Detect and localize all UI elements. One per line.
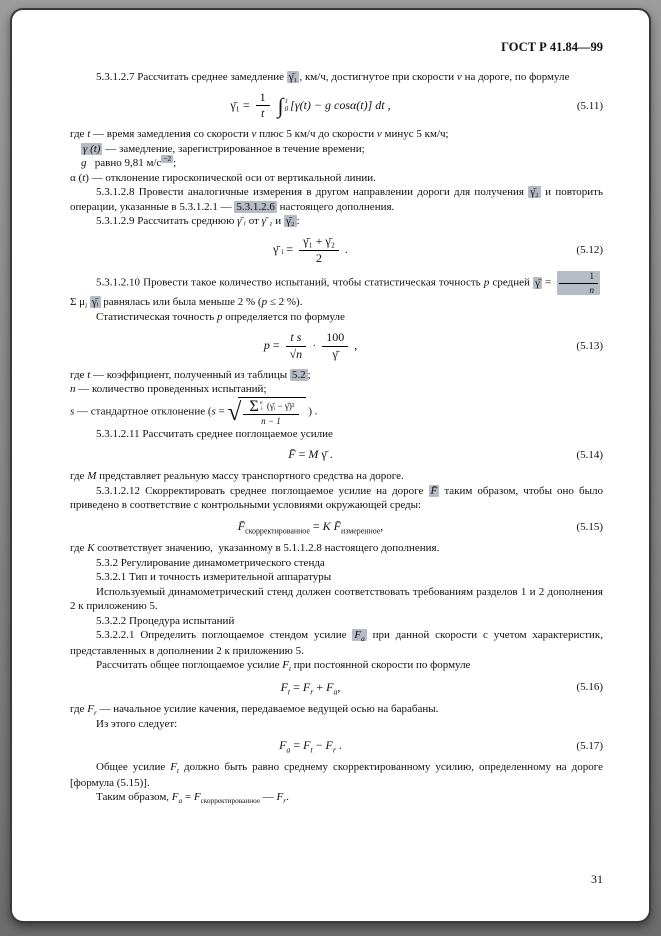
text-run: t [288, 665, 291, 674]
formula-number: (5.17) [576, 739, 603, 752]
formula-number: (5.15) [576, 520, 603, 533]
text-run: t [310, 745, 313, 755]
text-run: γ̄ ₁ [261, 215, 273, 228]
fraction [322, 331, 348, 362]
radical-glyph: √ [227, 397, 242, 426]
paragraph: 5.3.1.2.11 Рассчитать среднее поглощаемое усилие [96, 427, 333, 440]
formula-row [70, 235, 603, 266]
formula-number: (5.14) [576, 448, 603, 461]
text-run: измеренное [341, 526, 381, 536]
formula-number: (5.12) [576, 243, 603, 256]
formula-body: $F_t = F_r + F_a$, [280, 679, 341, 696]
document-body [70, 70, 603, 806]
paragraph: 5.3.1.2.10 Провести такое количество испытаний, чтобы статистическая точность p средней γ̄ = $\frac{1}{n}$ Σ $\mu_i$ γ̄ᵢ равнялась или была меньше 2 % (p ≤ 2 %). [70, 271, 603, 310]
operator-limits: t 0 [284, 96, 289, 113]
text-run: γ̄ [535, 276, 540, 289]
paragraph: Из этого следует: [96, 718, 178, 731]
text-run: M [87, 470, 97, 483]
text-run: t [260, 106, 265, 121]
text-run: F [170, 761, 177, 774]
text-run: γ̄ᵢ [91, 296, 99, 309]
square-root [228, 397, 306, 427]
paragraph: 5.3.1.2.7 Рассчитать среднее замедление γ̄₁ , км/ч, достигнутое при скорости v на дороге, по формуле [96, 71, 570, 83]
fraction-numerator: 1 [559, 271, 598, 283]
radicand [238, 397, 305, 427]
paragraph: Используемый динамометрический стенд должен соответствовать требованиям разделов 1 и 2 дополнения 2 к приложению 5. [70, 585, 603, 613]
text-run: F [193, 791, 201, 804]
text-run: M [308, 447, 319, 462]
paragraph: где t — время замедления со скорости v плюс 5 км/ч до скорости v минус 5 км/ч; [70, 128, 449, 141]
text-run: t [287, 686, 291, 696]
fraction [286, 331, 307, 362]
text-run: p [263, 338, 270, 353]
formula-body: γ̄ ᵢ = $\frac{\text{γ̄₁ + γ̄₂}}{2}$ . [273, 233, 348, 265]
text-run: F [326, 679, 334, 694]
fraction-denominator: 2 [316, 250, 323, 265]
formula-number: (5.11) [576, 99, 603, 112]
text-run: t [82, 171, 86, 184]
text-run: γ̄ ᵢ [237, 215, 246, 228]
formula-row [70, 447, 603, 463]
text-run: t [87, 128, 91, 141]
fraction [557, 271, 600, 295]
formula-body: γ̄₁ = $\frac{1}{t}$ ∫ t 0 [γ(t) − g cosα(t)] dt , [230, 89, 391, 121]
text-run: a [178, 797, 183, 806]
text-run: γ̄₁ [230, 97, 240, 112]
operator-glyph: ∫ [277, 93, 284, 118]
text-run: γ̄ ᵢ [273, 241, 284, 256]
fraction-denominator [256, 106, 270, 121]
text-run: 5.2 [291, 368, 306, 381]
text-run: ) . [305, 405, 318, 418]
fraction-denominator [559, 284, 598, 295]
text-run: F [279, 737, 287, 752]
text-run: n [589, 284, 594, 295]
paragraph: γ (t) — замедление, зарегистрированное в течение времени; [83, 142, 365, 155]
paragraph: где $F_r$ — начальное усилие качения, передаваемое ведущей осью на барабаны. [70, 702, 439, 717]
text-run: s [70, 405, 75, 418]
text-run: F̄ [237, 518, 246, 533]
text-run: F [354, 629, 362, 642]
text-run: F̄ [288, 447, 296, 462]
formula-row [70, 519, 603, 535]
document-header: ГОСТ Р 41.84—99 [501, 40, 603, 54]
paragraph: Общее усилие $F_t$ должно быть равно среднему скорректированному усилию, определенному на дороге [формула (5.15)]. [70, 761, 603, 789]
paragraph: Рассчитать общее поглощаемое усилие $F_t$ при постоянной скорости по формуле [96, 659, 471, 674]
paragraph: 5.3.2.2 Процедура испытаний [96, 614, 235, 627]
text-run: γ̄₂ [530, 186, 539, 199]
text-run: r [310, 686, 314, 696]
text-run: r [332, 745, 336, 755]
text-run: g [81, 157, 87, 170]
text-run: r [93, 709, 97, 717]
text-run: F [280, 679, 288, 694]
fraction-denominator: γ̄ [332, 346, 338, 361]
text-run: n − 1 [261, 416, 281, 427]
operator-glyph: Σ [249, 396, 259, 415]
paragraph: где K соответствует значению, указанному в 5.1.1.2.8 настоящего дополнения. [70, 541, 440, 554]
text-run: скорректированное [200, 797, 261, 806]
formula-body: $F_a = F_t - F_r$ . [279, 737, 342, 755]
text-run: p [261, 296, 268, 309]
text-run: p [216, 311, 223, 324]
text-run: F [171, 791, 179, 804]
paragraph: n — количество проведенных испытаний; [70, 383, 267, 396]
text-run: v [251, 128, 257, 141]
text-run: F̄ [430, 484, 438, 497]
text-run: K [87, 541, 95, 554]
text-run: a [333, 686, 338, 696]
formula-body: F̄ = M γ̄ . [288, 447, 333, 462]
paragraph: g равно 9,81 м/с $^{-2}$ ; [81, 155, 177, 170]
text-run: t [176, 767, 179, 776]
text-run: i [85, 302, 88, 311]
fraction-denominator [243, 415, 298, 426]
operator-limits: n i [259, 399, 263, 412]
fraction-numerator: 1 [256, 91, 270, 107]
formula-body: $F̄_{скорректированное} = K$ $F̄_{измеренное}$, [237, 518, 384, 536]
paragraph: 5.3.2 Регулирование динамометрического стенда [96, 556, 325, 569]
fraction-numerator [243, 396, 298, 416]
formula-row [70, 331, 603, 362]
integral-sign [277, 93, 289, 118]
paragraph: где M представляет реальную массу транспортного средства на дороге. [70, 470, 404, 483]
text-run: n [70, 383, 76, 396]
text-run: v [376, 128, 382, 141]
text-run: F [276, 791, 284, 804]
text-run: s [211, 405, 216, 418]
text-run: F [282, 659, 289, 672]
text-run: a [286, 745, 291, 755]
paragraph: 5.3.2.1 Тип и точность измерительной аппаратуры [96, 571, 332, 584]
text-run: t s [290, 330, 302, 344]
paragraph: α (t) — отклонение гироскопической оси от вертикальной линии. [70, 171, 376, 184]
text-run: t [87, 368, 91, 381]
formula-row [70, 680, 603, 696]
paragraph: s — стандартное отклонение (s = √ Σ n i (γ̄ᵢ − γ̄)² n − 1 ) . [70, 396, 318, 427]
paragraph: Статистическая точность p определяется по формуле [96, 311, 345, 324]
text-run: скорректированное [245, 526, 310, 536]
formula-row [70, 91, 603, 122]
text-run: √n [289, 346, 303, 361]
fraction [243, 396, 298, 427]
text-run: F [302, 679, 311, 694]
text-run: K [322, 518, 331, 533]
paragraph: 5.3.1.2.9 Рассчитать среднюю γ̄ ᵢ от γ̄ ₁ и γ̄₂ : [96, 215, 300, 228]
sum-sign [249, 396, 263, 415]
page-number: 31 [591, 872, 603, 886]
paragraph: Таким образом, $F_a = F_{скорректированное}$ — $F_r$. [96, 791, 289, 806]
text-run: γ̄₂ [285, 215, 295, 228]
formula-body: p = $\frac{\text{t s}}{√n}$ · $\frac{100}{\gammā}$ , [263, 330, 358, 361]
text-run: γ (t) [83, 142, 101, 155]
paragraph: где t — коэффициент, полученный из таблицы 5.2 ; [70, 368, 311, 381]
fraction [256, 91, 270, 122]
text-run: a [361, 635, 365, 644]
text-run: (γ̄ᵢ − γ̄)² [264, 400, 295, 411]
text-run: r [283, 797, 287, 806]
text-run: p [483, 276, 490, 289]
fraction [299, 235, 339, 266]
paragraph: 5.3.1.2.12 Скорректировать среднее поглощаемое усилие на дороге F̄ таким образом, чтобы оно было приведено в соответствие с контрольными условиями окружающей среды: [70, 484, 603, 512]
text-run: −2 [163, 155, 172, 164]
fraction-denominator [286, 347, 307, 362]
document-page [10, 8, 651, 923]
paragraph: 5.3.1.2.8 Провести аналогичные измерения в другом направлении дороги для получения γ̄₂ и повторить операции, указанные в 5.3.1.2.1 — 5.3.1.2.6 настоящего дополнения. [70, 186, 603, 213]
text-run: v [456, 71, 462, 83]
formula-group [352, 629, 366, 644]
formula-number: (5.16) [576, 681, 603, 694]
fraction-numerator: γ̄₁ + γ̄₂ [299, 235, 339, 251]
text-run: 5.3.1.2.6 [236, 200, 275, 213]
text-run: F [303, 737, 311, 752]
text-run: F̄ [333, 518, 342, 533]
text-run: F [325, 737, 333, 752]
formula-number: (5.13) [576, 340, 603, 353]
fraction-numerator [286, 331, 307, 347]
fraction-numerator: 100 [322, 331, 348, 347]
text-run: [γ(t) − g cosα(t)] dt , [290, 97, 391, 112]
text-run: γ̄₁ [288, 71, 298, 83]
paragraph: 5.3.2.2.1 Определить поглощаемое стендом усилие $F_a$ при данной скорости с учетом характеристик, представленных в дополнении 2 к приложению 5. [70, 629, 603, 657]
formula-row [70, 738, 603, 754]
text-run: F [87, 702, 94, 715]
